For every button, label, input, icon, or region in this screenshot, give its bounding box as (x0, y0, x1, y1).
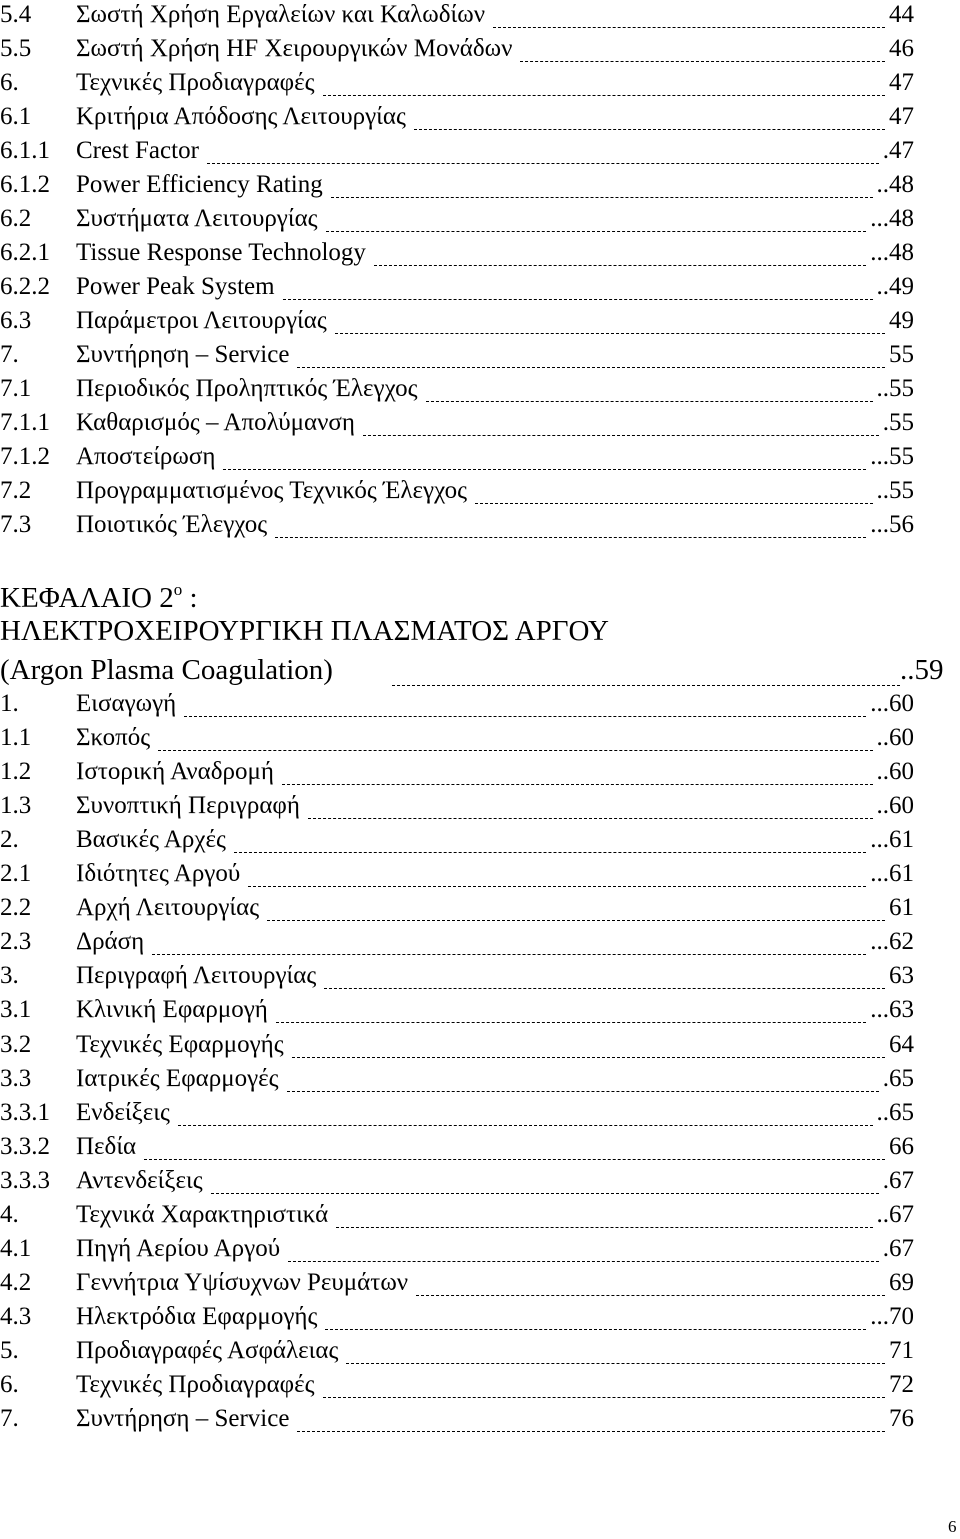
toc-entry-page: 64 (889, 1030, 914, 1058)
toc-entry-number: 7.1.2 (0, 443, 50, 470)
toc-entry (0, 1132, 960, 1166)
toc-entry-page: 47 (889, 103, 914, 130)
toc-entry-page: 44 (889, 1, 914, 28)
toc-entry-number: 1.1 (0, 724, 32, 752)
toc-leader (324, 988, 885, 989)
toc-entry-page: 46 (889, 35, 914, 62)
toc-entry (0, 1064, 960, 1098)
toc-entry (0, 0, 960, 34)
chapter-ordinal-sup: ο (173, 580, 183, 599)
toc-leader (331, 197, 873, 198)
chapter-title: ΗΛΕΚΤΡΟΧΕΙΡΟΥΡΓΙΚΗ ΠΛΑΣΜΑΤΟΣ ΑΡΓΟΥ (0, 615, 609, 647)
toc-entry (0, 1336, 960, 1370)
toc-leader (288, 1261, 879, 1262)
toc-entry-title: Προδιαγραφές Ασφάλειας (76, 1336, 339, 1364)
toc-entry-page: ...48 (870, 239, 914, 266)
toc-entry (0, 1030, 960, 1064)
toc-entry-title: Παράμετροι Λειτουργίας (76, 307, 327, 334)
toc-entry-page: ...60 (870, 690, 914, 717)
toc-entry-title: Πηγή Αερίου Αργού (76, 1234, 281, 1262)
toc-entry-page: ...61 (870, 826, 914, 854)
toc-entry (0, 170, 960, 204)
toc-entry-page: 49 (889, 307, 914, 334)
toc-leader (475, 503, 873, 504)
toc-entry (0, 927, 960, 961)
toc-entry-page: ..55 (876, 375, 914, 402)
toc-entry (0, 272, 960, 306)
toc-entry-page: .67 (882, 1166, 914, 1194)
toc-entry-number: 2.1 (0, 860, 32, 888)
toc-entry (0, 238, 960, 272)
toc-entry-page: 69 (889, 1268, 914, 1296)
toc-entry-number: 6.2 (0, 205, 32, 232)
toc-entry-number: 4.2 (0, 1268, 32, 1296)
toc-entry-title: Ιστορική Αναδρομή (76, 758, 274, 786)
toc-entry-title: Περιγραφή Λειτουργίας (76, 962, 317, 990)
toc-entry-title: Σκοπός (76, 724, 151, 752)
toc-entry-page: ...62 (870, 928, 914, 956)
toc-entry-page: ..60 (876, 724, 914, 752)
toc-leader (207, 163, 879, 164)
toc-leader (374, 265, 866, 266)
toc-entry-title: Ιατρικές Εφαρμογές (76, 1064, 279, 1092)
toc-entry-page: 61 (889, 894, 914, 922)
toc-leader (184, 716, 866, 717)
toc-entry-title: Πεδία (76, 1132, 137, 1160)
toc-leader (211, 1193, 879, 1194)
toc-entry-page: 55 (889, 341, 914, 368)
toc-leader (493, 27, 885, 28)
toc-entry-title: Εισαγωγή (76, 690, 177, 717)
toc-entry-number: 3.1 (0, 996, 32, 1024)
toc-entry (0, 961, 960, 995)
footer-page-number: 6 (948, 1517, 957, 1536)
toc-entry-number: 7. (0, 341, 19, 368)
toc-entry-number: 7.3 (0, 511, 32, 538)
toc-leader (287, 1091, 879, 1092)
toc-entry-page: ...55 (870, 443, 914, 470)
toc-entry-number: 1. (0, 690, 19, 717)
toc-entry-page: 63 (889, 962, 914, 990)
toc-entry-page: .55 (882, 409, 914, 436)
toc-entry-page: ...70 (870, 1302, 914, 1330)
toc-entry (0, 1404, 960, 1438)
toc-entry-number: 5.4 (0, 1, 32, 28)
toc-entry-title: Συντήρηση – Service (76, 1405, 290, 1433)
toc-leader (308, 818, 873, 819)
toc-entry-title: Προγραμματισμένος Τεχνικός Έλεγχος (76, 477, 468, 504)
toc-entry-number: 4. (0, 1200, 19, 1228)
toc-entry-number: 1.3 (0, 792, 32, 820)
toc-entry (0, 1268, 960, 1302)
toc-leader (292, 1057, 885, 1058)
toc-entry (0, 757, 960, 791)
toc-entry (0, 825, 960, 859)
toc-entry-number: 6.2.2 (0, 273, 50, 300)
toc-entry-title: Γεννήτρια Υψίσυχνων Ρευμάτων (76, 1268, 409, 1296)
toc-entry-page: ...48 (870, 205, 914, 232)
toc-leader (414, 129, 885, 130)
toc-leader (178, 1125, 873, 1126)
toc-leader (152, 954, 866, 955)
toc-entry-title: Δράση (76, 928, 145, 956)
toc-entry (0, 306, 960, 340)
toc-entry-page: .65 (882, 1064, 914, 1092)
toc-leader (282, 784, 873, 785)
toc-entry-title: Crest Factor (76, 137, 199, 164)
toc-entry (0, 723, 960, 757)
toc-entry (0, 442, 960, 476)
toc-entry (0, 68, 960, 102)
toc-entry-title: Ενδείξεις (76, 1098, 170, 1126)
toc-entry-number: 7.1 (0, 375, 32, 402)
toc-entry (0, 1200, 960, 1234)
toc-entry-number: 3.2 (0, 1030, 32, 1058)
toc-entry-page: ..48 (876, 171, 914, 198)
toc-leader (363, 435, 879, 436)
toc-entry-page: ..67 (876, 1200, 914, 1228)
toc-leader (276, 1022, 866, 1023)
toc-entry-number: 3.3.1 (0, 1098, 50, 1126)
toc-entry-page: ..65 (876, 1098, 914, 1126)
toc-entry (0, 1370, 960, 1404)
toc-entry-title: Tissue Response Technology (76, 239, 366, 266)
toc-entry-title: Συνοπτική Περιγραφή (76, 792, 300, 820)
chapter-subtitle: (Argon Plasma Coagulation) (0, 654, 333, 686)
toc-leader (392, 685, 900, 686)
chapter-subtitle-row (0, 653, 960, 687)
chapter-page: ..59 (900, 654, 944, 686)
toc-entry-number: 4.3 (0, 1302, 32, 1330)
toc-leader (297, 1431, 885, 1432)
toc-entry-page: ..60 (876, 792, 914, 820)
toc-entry-title: Σωστή Χρήση HF Χειρουργικών Μονάδων (76, 35, 513, 62)
toc-entry (0, 340, 960, 374)
toc-entry-title: Power Efficiency Rating (76, 171, 323, 198)
toc-entry-title: Power Peak System (76, 273, 275, 300)
toc-entry-number: 4.1 (0, 1234, 32, 1262)
toc-entry-title: Τεχνικά Χαρακτηριστικά (76, 1200, 329, 1228)
toc-entry-number: 6.1.1 (0, 137, 50, 164)
toc-entry (0, 995, 960, 1029)
toc-entry (0, 476, 960, 510)
toc-leader (323, 1397, 885, 1398)
toc-entry (0, 689, 960, 723)
toc-entry-page: ...61 (870, 860, 914, 888)
toc-entry-title: Αποστείρωση (76, 443, 216, 470)
toc-entry-page: 76 (889, 1405, 914, 1433)
toc-leader (323, 95, 885, 96)
toc-entry-title: Αντενδείξεις (76, 1166, 203, 1194)
toc-entry-number: 6. (0, 1371, 19, 1398)
toc-entry-title: Ηλεκτρόδια Εφαρμογής (76, 1302, 318, 1330)
toc-entry (0, 1234, 960, 1268)
toc-entry-title: Καθαρισμός – Απολύμανση (76, 409, 355, 436)
toc-leader (144, 1159, 885, 1160)
toc-entry-title: Βασικές Αρχές (76, 826, 226, 854)
toc-entry-page: 71 (889, 1336, 914, 1364)
toc-entry (0, 859, 960, 893)
toc-leader (275, 537, 866, 538)
toc-leader (267, 920, 885, 921)
toc-entry (0, 1302, 960, 1336)
toc-leader (283, 299, 873, 300)
toc-entry-title: Κλινική Εφαρμογή (76, 996, 268, 1024)
toc-entry-page: ...63 (870, 996, 914, 1024)
toc-leader (416, 1295, 885, 1296)
toc-entry-number: 3.3.3 (0, 1166, 50, 1194)
toc-entry-page: 72 (889, 1371, 914, 1398)
toc-entry (0, 893, 960, 927)
toc-leader (326, 231, 866, 232)
toc-entry-page: ...56 (870, 511, 914, 538)
toc-entry-number: 6.2.1 (0, 239, 50, 266)
toc-entry-number: 2. (0, 826, 19, 854)
toc-leader (158, 750, 873, 751)
toc-entry (0, 1166, 960, 1200)
toc-entry (0, 374, 960, 408)
toc-leader (336, 1227, 873, 1228)
toc-leader (297, 367, 885, 368)
chapter-heading (0, 573, 198, 615)
toc-entry-page: ..55 (876, 477, 914, 504)
toc-entry-title: Ποιοτικός Έλεγχος (76, 511, 268, 538)
toc-entry-number: 6.1 (0, 103, 32, 130)
toc-entry-page: 47 (889, 69, 914, 96)
toc-leader (346, 1363, 885, 1364)
toc-leader (325, 1329, 866, 1330)
toc-entry-page: 66 (889, 1132, 914, 1160)
toc-entry (0, 204, 960, 238)
toc-entry (0, 791, 960, 825)
chapter-colon: : (182, 582, 198, 614)
toc-entry-number: 7.1.1 (0, 409, 50, 436)
toc-entry-page: .67 (882, 1234, 914, 1262)
toc-entry-number: 7.2 (0, 477, 32, 504)
toc-entry-title: Κριτήρια Απόδοσης Λειτουργίας (76, 103, 406, 130)
toc-entry-page: ..60 (876, 758, 914, 786)
toc-entry-number: 2.2 (0, 894, 32, 922)
toc-entry-page: .47 (882, 137, 914, 164)
toc-entry-title: Ιδιότητες Αργού (76, 860, 241, 888)
toc-entry-title: Αρχή Λειτουργίας (76, 894, 260, 922)
toc-leader (248, 886, 866, 887)
toc-entry (0, 34, 960, 68)
toc-entry-title: Τεχνικές Προδιαγραφές (76, 69, 315, 96)
toc-entry-number: 5.5 (0, 35, 32, 62)
toc-entry-number: 2.3 (0, 928, 32, 956)
toc-entry-title: Συντήρηση – Service (76, 341, 290, 368)
toc-leader (335, 333, 885, 334)
toc-entry-title: Συστήματα Λειτουργίας (76, 205, 318, 232)
toc-entry (0, 136, 960, 170)
toc-entry-number: 6.3 (0, 307, 32, 334)
toc-leader (223, 469, 866, 470)
toc-leader (520, 61, 885, 62)
toc-entry-title: Τεχνικές Εφαρμογής (76, 1030, 284, 1058)
toc-leader (426, 401, 873, 402)
toc-entry-title: Περιοδικός Προληπτικός Έλεγχος (76, 375, 418, 402)
toc-entry-number: 3.3 (0, 1064, 32, 1092)
toc-entry-number: 3.3.2 (0, 1132, 50, 1160)
toc-entry-number: 7. (0, 1405, 19, 1433)
toc-entry-title: Τεχνικές Προδιαγραφές (76, 1371, 315, 1398)
toc-entry-number: 1.2 (0, 758, 32, 786)
toc-entry-number: 6. (0, 69, 19, 96)
toc-entry-title: Σωστή Χρήση Εργαλείων και Καλωδίων (76, 1, 486, 28)
toc-entry (0, 408, 960, 442)
chapter-label: ΚΕΦΑΛΑΙΟ 2 (0, 582, 174, 614)
toc-entry (0, 510, 960, 544)
toc-leader (234, 852, 866, 853)
toc-entry-number: 6.1.2 (0, 171, 50, 198)
toc-entry (0, 102, 960, 136)
toc-entry-page: ..49 (876, 273, 914, 300)
toc-entry-number: 5. (0, 1336, 19, 1364)
toc-entry (0, 1098, 960, 1132)
toc-entry-number: 3. (0, 962, 19, 990)
